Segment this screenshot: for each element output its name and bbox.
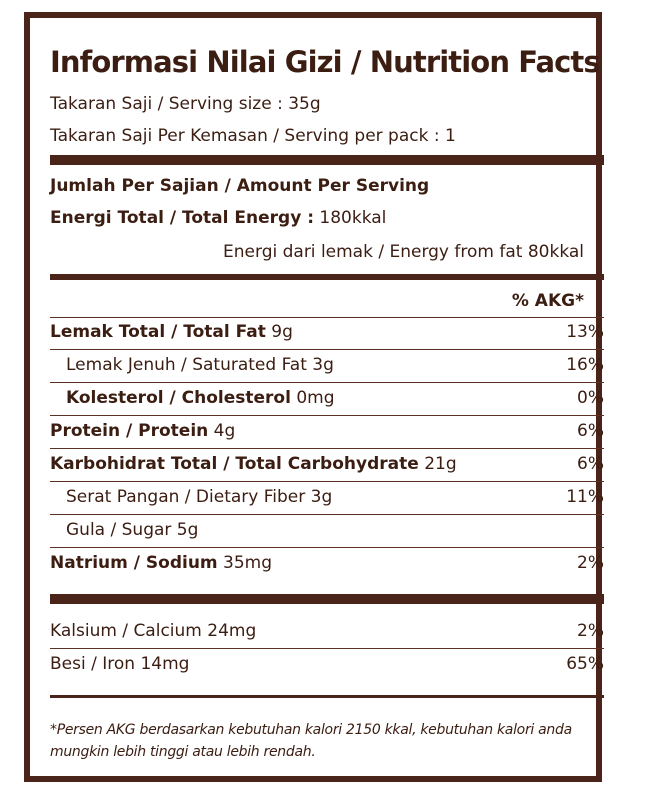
total-energy-label: Energi Total / Total Energy : [50,208,314,228]
divider-line [50,514,604,515]
footnote-divider [50,695,604,698]
mineral-name: Kalsium / Calcium 24mg [50,621,257,641]
nutrient-name: Serat Pangan / Dietary Fiber 3g [66,487,333,507]
divider-line [50,349,604,350]
nutrient-akg: 11% [566,487,604,507]
divider-line [50,448,604,449]
divider-line [50,648,604,649]
nutrient-name: Natrium / Sodium 35mg [50,553,273,573]
nutrient-akg: 6% [577,454,604,474]
nutrient-row [50,452,604,476]
mineral-row [50,619,604,643]
nutrient-name: Gula / Sugar 5g [66,520,199,540]
nutrient-akg: 2% [577,553,604,573]
label-title: Informasi Nilai Gizi / Nutrition Facts [50,45,600,79]
serving-per-pack: Takaran Saji Per Kemasan / Serving per pack : 1 [50,126,456,146]
mineral-akg: 2% [577,621,604,641]
divider-line [50,547,604,548]
nutrient-name: Protein / Protein 4g [50,421,236,441]
nutrient-row [50,485,604,509]
nutrient-akg: 0% [577,388,604,408]
thick-divider [50,155,604,165]
akg-column-header: % AKG* [511,291,584,311]
nutrient-akg: 16% [566,355,604,375]
divider-line [50,317,604,318]
amount-per-serving-heading: Jumlah Per Sajian / Amount Per Serving [50,176,430,196]
divider-line [50,382,604,383]
energy-from-fat: Energi dari lemak / Energy from fat 80kkal [223,242,584,262]
nutrient-akg: 13% [566,322,604,342]
mineral-akg: 65% [566,654,604,674]
nutrient-row [50,353,604,377]
divider-line [50,481,604,482]
thick-divider [50,594,604,604]
nutrient-name: Lemak Total / Total Fat 9g [50,322,293,342]
nutrient-name: Lemak Jenuh / Saturated Fat 3g [66,355,334,375]
nutrient-row [50,320,604,344]
nutrient-name: Kolesterol / Cholesterol 0mg [66,388,335,408]
total-energy-row [50,206,386,230]
nutrient-row [50,551,604,575]
nutrient-name: Karbohidrat Total / Total Carbohydrate 21g [50,454,457,474]
nutrient-row [50,419,604,443]
serving-size: Takaran Saji / Serving size : 35g [50,94,321,114]
nutrition-facts-label [24,12,602,782]
akg-footnote: *Persen AKG berdasarkan kebutuhan kalori 2150 kkal, kebutuhan kalori anda mungkin lebih tinggi atau lebih rendah. [50,722,572,760]
nutrient-row [50,386,604,410]
nutrient-row [50,518,604,542]
total-energy-value: 180kkal [319,208,387,228]
nutrient-akg: 6% [577,421,604,441]
mineral-row [50,652,604,676]
divider-line [50,415,604,416]
mineral-name: Besi / Iron 14mg [50,654,190,674]
medium-divider [50,274,604,280]
